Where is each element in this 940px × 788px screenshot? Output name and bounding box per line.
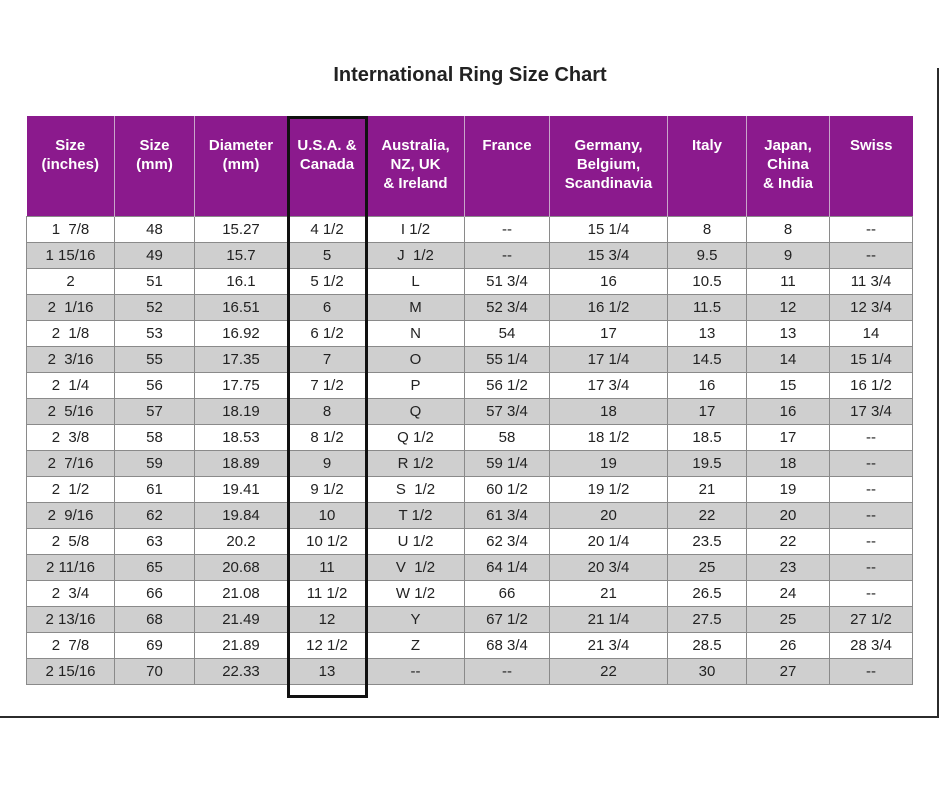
cell-usa-canada: 11 1/2 xyxy=(288,580,367,606)
cell-swiss: 17 3/4 xyxy=(830,398,913,424)
table-row xyxy=(27,632,913,658)
cell-france: 55 1/4 xyxy=(465,346,550,372)
cell-italy: 17 xyxy=(668,398,747,424)
cell-usa-canada: 9 1/2 xyxy=(288,476,367,502)
cell-france: 61 3/4 xyxy=(465,502,550,528)
cell-usa-canada: 13 xyxy=(288,658,367,684)
cell-japan-china-india: 22 xyxy=(747,528,830,554)
cell-usa-canada: 4 1/2 xyxy=(288,216,367,242)
table-row xyxy=(27,580,913,606)
cell-usa-canada: 8 1/2 xyxy=(288,424,367,450)
cell-australia-nz-uk-ireland: M xyxy=(367,294,465,320)
cell-usa-canada: 8 xyxy=(288,398,367,424)
cell-italy: 23.5 xyxy=(668,528,747,554)
cell-germany-belgium-scandinavia: 18 xyxy=(550,398,668,424)
cell-italy: 22 xyxy=(668,502,747,528)
cell-france: -- xyxy=(465,242,550,268)
cell-usa-canada: 6 1/2 xyxy=(288,320,367,346)
cell-japan-china-india: 26 xyxy=(747,632,830,658)
cell-australia-nz-uk-ireland: I 1/2 xyxy=(367,216,465,242)
cell-size-mm: 62 xyxy=(115,502,195,528)
cell-france: 54 xyxy=(465,320,550,346)
header-swiss: Swiss xyxy=(830,116,913,216)
cell-size-mm: 69 xyxy=(115,632,195,658)
cell-diameter-mm: 17.75 xyxy=(195,372,288,398)
frame-bottom-edge xyxy=(0,716,939,718)
cell-size-mm: 58 xyxy=(115,424,195,450)
cell-diameter-mm: 19.84 xyxy=(195,502,288,528)
cell-japan-china-india: 23 xyxy=(747,554,830,580)
cell-size-inches: 2 3/16 xyxy=(27,346,115,372)
cell-australia-nz-uk-ireland: U 1/2 xyxy=(367,528,465,554)
cell-size-mm: 63 xyxy=(115,528,195,554)
cell-swiss: -- xyxy=(830,450,913,476)
cell-germany-belgium-scandinavia: 15 1/4 xyxy=(550,216,668,242)
header-diameter-mm: Diameter (mm) xyxy=(195,116,288,216)
cell-swiss: 28 3/4 xyxy=(830,632,913,658)
cell-size-mm: 55 xyxy=(115,346,195,372)
cell-australia-nz-uk-ireland: V 1/2 xyxy=(367,554,465,580)
cell-swiss: -- xyxy=(830,528,913,554)
cell-size-mm: 52 xyxy=(115,294,195,320)
cell-size-mm: 53 xyxy=(115,320,195,346)
cell-italy: 10.5 xyxy=(668,268,747,294)
cell-swiss: 27 1/2 xyxy=(830,606,913,632)
table-row xyxy=(27,554,913,580)
cell-usa-canada: 7 xyxy=(288,346,367,372)
table-row xyxy=(27,424,913,450)
cell-size-inches: 2 7/16 xyxy=(27,450,115,476)
header-usa-canada: U.S.A. & Canada xyxy=(288,116,367,216)
cell-germany-belgium-scandinavia: 21 xyxy=(550,580,668,606)
cell-australia-nz-uk-ireland: Q xyxy=(367,398,465,424)
cell-size-inches: 2 9/16 xyxy=(27,502,115,528)
header-size-mm: Size (mm) xyxy=(115,116,195,216)
cell-germany-belgium-scandinavia: 17 xyxy=(550,320,668,346)
cell-italy: 26.5 xyxy=(668,580,747,606)
cell-italy: 27.5 xyxy=(668,606,747,632)
cell-size-inches: 2 7/8 xyxy=(27,632,115,658)
cell-swiss: -- xyxy=(830,658,913,684)
cell-usa-canada: 7 1/2 xyxy=(288,372,367,398)
cell-australia-nz-uk-ireland: Y xyxy=(367,606,465,632)
cell-diameter-mm: 20.68 xyxy=(195,554,288,580)
cell-italy: 8 xyxy=(668,216,747,242)
cell-usa-canada: 12 1/2 xyxy=(288,632,367,658)
cell-size-mm: 68 xyxy=(115,606,195,632)
cell-size-inches: 1 7/8 xyxy=(27,216,115,242)
cell-japan-china-india: 11 xyxy=(747,268,830,294)
cell-diameter-mm: 17.35 xyxy=(195,346,288,372)
cell-france: 67 1/2 xyxy=(465,606,550,632)
cell-germany-belgium-scandinavia: 20 1/4 xyxy=(550,528,668,554)
table-row xyxy=(27,450,913,476)
cell-australia-nz-uk-ireland: Q 1/2 xyxy=(367,424,465,450)
cell-size-inches: 2 5/8 xyxy=(27,528,115,554)
cell-australia-nz-uk-ireland: P xyxy=(367,372,465,398)
table-body xyxy=(27,216,913,684)
cell-size-mm: 51 xyxy=(115,268,195,294)
cell-size-inches: 2 15/16 xyxy=(27,658,115,684)
cell-france: -- xyxy=(465,658,550,684)
cell-australia-nz-uk-ireland: L xyxy=(367,268,465,294)
cell-diameter-mm: 18.89 xyxy=(195,450,288,476)
cell-diameter-mm: 15.7 xyxy=(195,242,288,268)
cell-size-mm: 61 xyxy=(115,476,195,502)
cell-size-inches: 2 1/8 xyxy=(27,320,115,346)
cell-france: -- xyxy=(465,216,550,242)
cell-australia-nz-uk-ireland: O xyxy=(367,346,465,372)
cell-swiss: -- xyxy=(830,554,913,580)
cell-size-mm: 56 xyxy=(115,372,195,398)
cell-size-mm: 57 xyxy=(115,398,195,424)
cell-diameter-mm: 19.41 xyxy=(195,476,288,502)
cell-size-mm: 59 xyxy=(115,450,195,476)
cell-usa-canada: 10 xyxy=(288,502,367,528)
cell-japan-china-india: 24 xyxy=(747,580,830,606)
cell-france: 58 xyxy=(465,424,550,450)
cell-diameter-mm: 16.51 xyxy=(195,294,288,320)
table-row xyxy=(27,606,913,632)
table-row xyxy=(27,294,913,320)
table-row xyxy=(27,268,913,294)
cell-germany-belgium-scandinavia: 22 xyxy=(550,658,668,684)
table-row xyxy=(27,320,913,346)
cell-australia-nz-uk-ireland: R 1/2 xyxy=(367,450,465,476)
cell-france: 51 3/4 xyxy=(465,268,550,294)
cell-italy: 13 xyxy=(668,320,747,346)
header-italy: Italy xyxy=(668,116,747,216)
cell-italy: 21 xyxy=(668,476,747,502)
header-germany-belgium-scandinavia: Germany, Belgium, Scandinavia xyxy=(550,116,668,216)
cell-diameter-mm: 18.53 xyxy=(195,424,288,450)
table-row xyxy=(27,372,913,398)
cell-size-inches: 2 1/2 xyxy=(27,476,115,502)
ring-size-table xyxy=(26,116,913,685)
cell-diameter-mm: 21.49 xyxy=(195,606,288,632)
cell-diameter-mm: 18.19 xyxy=(195,398,288,424)
cell-france: 60 1/2 xyxy=(465,476,550,502)
cell-japan-china-india: 18 xyxy=(747,450,830,476)
cell-germany-belgium-scandinavia: 21 1/4 xyxy=(550,606,668,632)
cell-japan-china-india: 13 xyxy=(747,320,830,346)
cell-australia-nz-uk-ireland: N xyxy=(367,320,465,346)
table-row xyxy=(27,242,913,268)
cell-australia-nz-uk-ireland: W 1/2 xyxy=(367,580,465,606)
cell-size-inches: 1 15/16 xyxy=(27,242,115,268)
cell-italy: 19.5 xyxy=(668,450,747,476)
cell-swiss: 11 3/4 xyxy=(830,268,913,294)
cell-italy: 16 xyxy=(668,372,747,398)
cell-size-mm: 48 xyxy=(115,216,195,242)
cell-germany-belgium-scandinavia: 19 xyxy=(550,450,668,476)
cell-size-inches: 2 11/16 xyxy=(27,554,115,580)
cell-germany-belgium-scandinavia: 16 1/2 xyxy=(550,294,668,320)
cell-size-mm: 49 xyxy=(115,242,195,268)
table-row xyxy=(27,528,913,554)
table-row xyxy=(27,346,913,372)
cell-diameter-mm: 16.1 xyxy=(195,268,288,294)
cell-australia-nz-uk-ireland: -- xyxy=(367,658,465,684)
table-row xyxy=(27,476,913,502)
cell-diameter-mm: 16.92 xyxy=(195,320,288,346)
cell-size-inches: 2 5/16 xyxy=(27,398,115,424)
chart-title: International Ring Size Chart xyxy=(333,64,607,86)
cell-japan-china-india: 19 xyxy=(747,476,830,502)
cell-germany-belgium-scandinavia: 19 1/2 xyxy=(550,476,668,502)
cell-france: 64 1/4 xyxy=(465,554,550,580)
cell-size-inches: 2 3/4 xyxy=(27,580,115,606)
cell-swiss: -- xyxy=(830,580,913,606)
cell-usa-canada: 5 1/2 xyxy=(288,268,367,294)
cell-size-inches: 2 1/16 xyxy=(27,294,115,320)
cell-swiss: -- xyxy=(830,476,913,502)
cell-france: 62 3/4 xyxy=(465,528,550,554)
table-row xyxy=(27,658,913,684)
cell-germany-belgium-scandinavia: 18 1/2 xyxy=(550,424,668,450)
cell-germany-belgium-scandinavia: 17 1/4 xyxy=(550,346,668,372)
cell-france: 57 3/4 xyxy=(465,398,550,424)
header-australia-nz-uk-ireland: Australia, NZ, UK & Ireland xyxy=(367,116,465,216)
cell-japan-china-india: 27 xyxy=(747,658,830,684)
cell-diameter-mm: 21.89 xyxy=(195,632,288,658)
cell-japan-china-india: 17 xyxy=(747,424,830,450)
cell-swiss: -- xyxy=(830,502,913,528)
cell-germany-belgium-scandinavia: 21 3/4 xyxy=(550,632,668,658)
cell-italy: 14.5 xyxy=(668,346,747,372)
cell-france: 56 1/2 xyxy=(465,372,550,398)
cell-australia-nz-uk-ireland: J 1/2 xyxy=(367,242,465,268)
cell-usa-canada: 10 1/2 xyxy=(288,528,367,554)
cell-australia-nz-uk-ireland: T 1/2 xyxy=(367,502,465,528)
cell-japan-china-india: 14 xyxy=(747,346,830,372)
cell-swiss: 16 1/2 xyxy=(830,372,913,398)
cell-diameter-mm: 22.33 xyxy=(195,658,288,684)
cell-japan-china-india: 15 xyxy=(747,372,830,398)
cell-germany-belgium-scandinavia: 15 3/4 xyxy=(550,242,668,268)
cell-germany-belgium-scandinavia: 20 3/4 xyxy=(550,554,668,580)
cell-italy: 9.5 xyxy=(668,242,747,268)
cell-size-inches: 2 13/16 xyxy=(27,606,115,632)
cell-swiss: 12 3/4 xyxy=(830,294,913,320)
cell-japan-china-india: 20 xyxy=(747,502,830,528)
cell-size-mm: 70 xyxy=(115,658,195,684)
cell-japan-china-india: 25 xyxy=(747,606,830,632)
cell-diameter-mm: 20.2 xyxy=(195,528,288,554)
cell-size-mm: 66 xyxy=(115,580,195,606)
cell-size-inches: 2 3/8 xyxy=(27,424,115,450)
cell-size-inches: 2 xyxy=(27,268,115,294)
cell-france: 52 3/4 xyxy=(465,294,550,320)
cell-italy: 28.5 xyxy=(668,632,747,658)
header-size-inches: Size (inches) xyxy=(27,116,115,216)
cell-japan-china-india: 9 xyxy=(747,242,830,268)
cell-japan-china-india: 12 xyxy=(747,294,830,320)
cell-swiss: 15 1/4 xyxy=(830,346,913,372)
cell-usa-canada: 11 xyxy=(288,554,367,580)
cell-size-inches: 2 1/4 xyxy=(27,372,115,398)
frame-right-edge xyxy=(937,68,939,718)
cell-diameter-mm: 21.08 xyxy=(195,580,288,606)
cell-france: 68 3/4 xyxy=(465,632,550,658)
header-row xyxy=(27,116,913,216)
table-row xyxy=(27,502,913,528)
cell-usa-canada: 12 xyxy=(288,606,367,632)
table-row xyxy=(27,398,913,424)
cell-germany-belgium-scandinavia: 20 xyxy=(550,502,668,528)
cell-germany-belgium-scandinavia: 16 xyxy=(550,268,668,294)
cell-france: 59 1/4 xyxy=(465,450,550,476)
cell-france: 66 xyxy=(465,580,550,606)
header-japan-china-india: Japan, China & India xyxy=(747,116,830,216)
cell-italy: 18.5 xyxy=(668,424,747,450)
cell-swiss: -- xyxy=(830,424,913,450)
cell-italy: 25 xyxy=(668,554,747,580)
cell-japan-china-india: 8 xyxy=(747,216,830,242)
cell-italy: 30 xyxy=(668,658,747,684)
cell-australia-nz-uk-ireland: S 1/2 xyxy=(367,476,465,502)
header-france: France xyxy=(465,116,550,216)
cell-germany-belgium-scandinavia: 17 3/4 xyxy=(550,372,668,398)
cell-usa-canada: 6 xyxy=(288,294,367,320)
cell-size-mm: 65 xyxy=(115,554,195,580)
cell-diameter-mm: 15.27 xyxy=(195,216,288,242)
cell-swiss: -- xyxy=(830,242,913,268)
table-row xyxy=(27,216,913,242)
cell-japan-china-india: 16 xyxy=(747,398,830,424)
cell-usa-canada: 9 xyxy=(288,450,367,476)
cell-usa-canada: 5 xyxy=(288,242,367,268)
cell-australia-nz-uk-ireland: Z xyxy=(367,632,465,658)
cell-swiss: 14 xyxy=(830,320,913,346)
cell-swiss: -- xyxy=(830,216,913,242)
cell-italy: 11.5 xyxy=(668,294,747,320)
